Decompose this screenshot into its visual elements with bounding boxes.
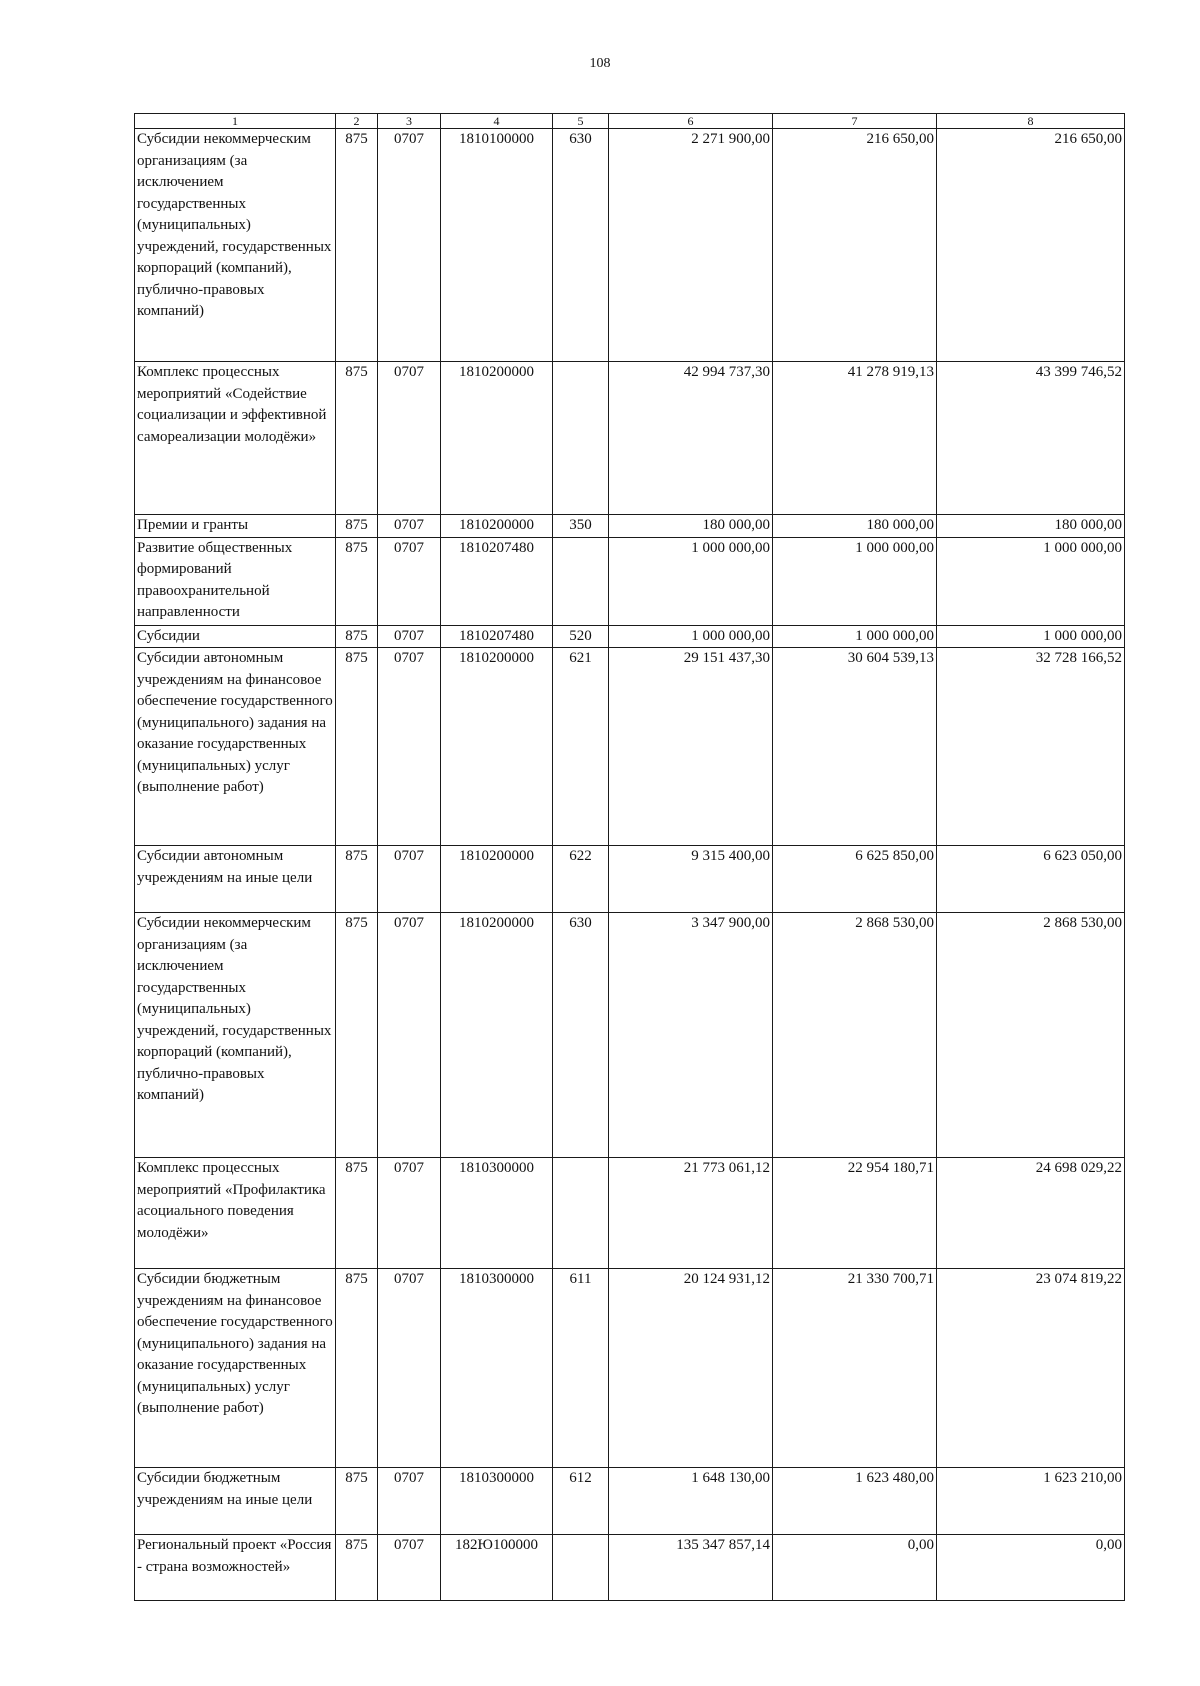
row-name: Субсидии автономным учреждениям на финансовое обеспечение государственного (муниципального) задания на оказание государственных (муниципальных) услуг (выполнение работ) [135,648,336,846]
row-target-code: 1810300000 [441,1269,553,1468]
row-amount-col8: 2 868 530,00 [937,913,1125,1158]
row-section-code: 0707 [378,648,441,846]
row-target-code: 182Ю100000 [441,1535,553,1601]
row-amount-col6: 3 347 900,00 [609,913,773,1158]
row-target-code: 1810200000 [441,362,553,515]
column-header-2: 2 [336,114,378,129]
row-amount-col8: 24 698 029,22 [937,1158,1125,1269]
column-header-1: 1 [135,114,336,129]
table-row [135,1269,1125,1468]
column-header-7: 7 [773,114,937,129]
row-section-code: 0707 [378,1269,441,1468]
table-row [135,913,1125,1158]
row-expense-type [553,1535,609,1601]
row-ministry-code: 875 [336,1468,378,1535]
row-name: Субсидии некоммерческим организациям (за исключением государственных (муниципальных) учреждений, государственных корпораций (компаний), публично-правовых компаний) [135,129,336,362]
row-expense-type: 612 [553,1468,609,1535]
row-amount-col7: 21 330 700,71 [773,1269,937,1468]
table-header [135,114,1125,129]
column-header-8: 8 [937,114,1125,129]
budget-table [134,113,1125,1601]
row-amount-col6: 1 000 000,00 [609,537,773,625]
row-ministry-code: 875 [336,537,378,625]
column-header-5: 5 [553,114,609,129]
row-amount-col7: 41 278 919,13 [773,362,937,515]
table-row [135,648,1125,846]
row-name: Развитие общественных формирований правоохранительной направленности [135,537,336,625]
row-name: Региональный проект «Россия - страна возможностей» [135,1535,336,1601]
table-row [135,362,1125,515]
row-name: Субсидии некоммерческим организациям (за исключением государственных (муниципальных) учреждений, государственных корпораций (компаний), публично-правовых компаний) [135,913,336,1158]
row-amount-col7: 30 604 539,13 [773,648,937,846]
row-expense-type: 622 [553,846,609,913]
row-section-code: 0707 [378,1468,441,1535]
row-amount-col6: 135 347 857,14 [609,1535,773,1601]
row-target-code: 1810200000 [441,648,553,846]
column-number-row [135,114,1125,129]
row-ministry-code: 875 [336,846,378,913]
row-amount-col6: 42 994 737,30 [609,362,773,515]
row-section-code: 0707 [378,913,441,1158]
table-row [135,515,1125,538]
row-expense-type [553,537,609,625]
row-amount-col8: 6 623 050,00 [937,846,1125,913]
row-section-code: 0707 [378,625,441,648]
row-target-code: 1810200000 [441,846,553,913]
table-row [135,537,1125,625]
row-section-code: 0707 [378,537,441,625]
table-row [135,1535,1125,1601]
row-ministry-code: 875 [336,625,378,648]
row-expense-type: 630 [553,129,609,362]
row-section-code: 0707 [378,846,441,913]
row-amount-col8: 32 728 166,52 [937,648,1125,846]
row-amount-col8: 216 650,00 [937,129,1125,362]
row-target-code: 1810200000 [441,913,553,1158]
row-amount-col8: 180 000,00 [937,515,1125,538]
table-row [135,846,1125,913]
column-header-4: 4 [441,114,553,129]
row-amount-col6: 21 773 061,12 [609,1158,773,1269]
row-target-code: 1810200000 [441,515,553,538]
row-name: Субсидии бюджетным учреждениям на иные цели [135,1468,336,1535]
row-expense-type [553,1158,609,1269]
row-ministry-code: 875 [336,1158,378,1269]
row-target-code: 1810100000 [441,129,553,362]
row-amount-col8: 1 623 210,00 [937,1468,1125,1535]
row-amount-col6: 2 271 900,00 [609,129,773,362]
row-target-code: 1810300000 [441,1158,553,1269]
row-ministry-code: 875 [336,913,378,1158]
row-amount-col6: 1 648 130,00 [609,1468,773,1535]
row-amount-col7: 6 625 850,00 [773,846,937,913]
row-amount-col8: 1 000 000,00 [937,625,1125,648]
row-ministry-code: 875 [336,1269,378,1468]
column-header-3: 3 [378,114,441,129]
row-amount-col7: 1 000 000,00 [773,537,937,625]
row-ministry-code: 875 [336,648,378,846]
row-amount-col7: 216 650,00 [773,129,937,362]
row-expense-type: 621 [553,648,609,846]
row-amount-col6: 180 000,00 [609,515,773,538]
row-amount-col7: 180 000,00 [773,515,937,538]
row-section-code: 0707 [378,1535,441,1601]
row-amount-col8: 43 399 746,52 [937,362,1125,515]
row-amount-col8: 0,00 [937,1535,1125,1601]
table-row [135,1468,1125,1535]
row-expense-type: 630 [553,913,609,1158]
row-amount-col6: 9 315 400,00 [609,846,773,913]
row-expense-type: 350 [553,515,609,538]
row-section-code: 0707 [378,129,441,362]
row-ministry-code: 875 [336,362,378,515]
row-expense-type: 520 [553,625,609,648]
row-amount-col7: 0,00 [773,1535,937,1601]
row-amount-col8: 1 000 000,00 [937,537,1125,625]
row-amount-col6: 20 124 931,12 [609,1269,773,1468]
table-row [135,1158,1125,1269]
table-row [135,625,1125,648]
row-ministry-code: 875 [336,1535,378,1601]
row-target-code: 1810207480 [441,625,553,648]
page-number: 108 [589,56,611,71]
row-target-code: 1810207480 [441,537,553,625]
row-name: Субсидии бюджетным учреждениям на финансовое обеспечение государственного (муниципального) задания на оказание государственных (муниципальных) услуг (выполнение работ) [135,1269,336,1468]
row-amount-col7: 1 623 480,00 [773,1468,937,1535]
column-header-6: 6 [609,114,773,129]
row-name: Комплекс процессных мероприятий «Содействие социализации и эффективной самореализации молодёжи» [135,362,336,515]
row-amount-col7: 2 868 530,00 [773,913,937,1158]
row-amount-col7: 1 000 000,00 [773,625,937,648]
row-amount-col7: 22 954 180,71 [773,1158,937,1269]
row-target-code: 1810300000 [441,1468,553,1535]
row-section-code: 0707 [378,1158,441,1269]
row-ministry-code: 875 [336,129,378,362]
row-name: Премии и гранты [135,515,336,538]
row-name: Комплекс процессных мероприятий «Профилактика асоциального поведения молодёжи» [135,1158,336,1269]
row-ministry-code: 875 [336,515,378,538]
table-row [135,129,1125,362]
table-body [135,129,1125,1601]
row-amount-col6: 1 000 000,00 [609,625,773,648]
row-section-code: 0707 [378,362,441,515]
row-amount-col8: 23 074 819,22 [937,1269,1125,1468]
row-expense-type: 611 [553,1269,609,1468]
row-amount-col6: 29 151 437,30 [609,648,773,846]
row-name: Субсидии автономным учреждениям на иные цели [135,846,336,913]
row-section-code: 0707 [378,515,441,538]
row-expense-type [553,362,609,515]
row-name: Субсидии [135,625,336,648]
